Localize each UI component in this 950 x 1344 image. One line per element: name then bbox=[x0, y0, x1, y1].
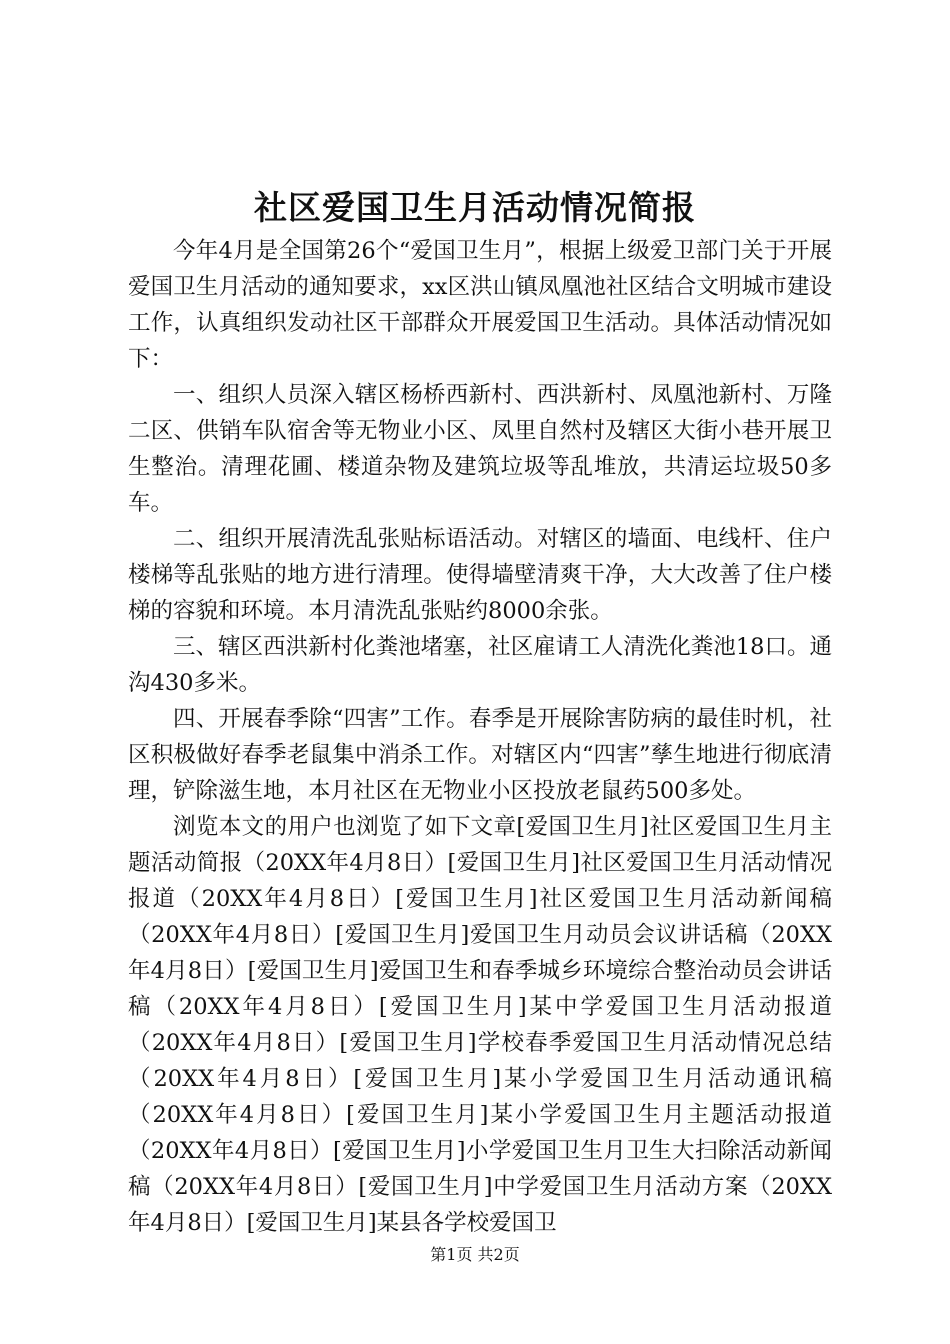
page-footer: 第1页 共2页 bbox=[430, 1245, 520, 1264]
related-articles-paragraph: 浏览本文的用户也浏览了如下文章[爱国卫生月]社区爱国卫生月主题活动简报（20XX年4月8日）[爱国卫生月]社区爱国卫生月活动情况报道（20XX年4月8日）[爱国卫生月]社区爱国卫生月活动新闻稿（20XX年4月8日）[爱国卫生月]爱国卫生月动员会议讲话稿（20XX年4月8日）[爱国卫生月]爱国卫生和春季城乡环境综合整治动员会讲话稿（20XX年4月8日）[爱国卫生月]某中学爱国卫生月活动报道（20XX年4月8日）[爱国卫生月]学校春季爱国卫生月活动情况总结（20XX年4月8日）[爱国卫生月]某小学爱国卫生月活动通讯稿（20XX年4月8日）[爱国卫生月]某小学爱国卫生月主题活动报道（20XX年4月8日）[爱国卫生月]小学爱国卫生月卫生大扫除活动新闻稿（20XX年4月8日）[爱国卫生月]中学爱国卫生月活动方案（20XX年4月8日）[爱国卫生月]某县各学校爱国卫 bbox=[128, 814, 832, 1236]
intro-paragraph: 今年4月是全国第26个“爱国卫生月”，根据上级爱卫部门关于开展爱国卫生月活动的通知要求，xx区洪山镇凤凰池社区结合文明城市建设工作，认真组织发动社区干部群众开展爱国卫生活动。具体活动情况如下： bbox=[128, 238, 832, 372]
item-one-paragraph: 一、组织人员深入辖区杨桥西新村、西洪新村、凤凰池新村、万隆二区、供销车队宿舍等无物业小区、凤里自然村及辖区大街小巷开展卫生整治。清理花圃、楼道杂物及建筑垃圾等乱堆放，共清运垃圾50多车。 bbox=[128, 382, 832, 516]
document-title: 社区爱国卫生月活动情况简报 bbox=[254, 188, 696, 227]
item-two-paragraph: 二、组织开展清洗乱张贴标语活动。对辖区的墙面、电线杆、住户楼梯等乱张贴的地方进行清理。使得墙壁清爽干净，大大改善了住户楼梯的容貌和环境。本月清洗乱张贴约8000余张。 bbox=[128, 526, 832, 624]
item-three-paragraph: 三、辖区西洪新村化粪池堵塞，社区雇请工人清洗化粪池18口。通沟430多米。 bbox=[128, 634, 832, 696]
document-body bbox=[128, 233, 832, 1241]
item-four-paragraph: 四、开展春季除“四害”工作。春季是开展除害防病的最佳时机，社区积极做好春季老鼠集中消杀工作。对辖区内“四害”孳生地进行彻底清理，铲除滋生地，本月社区在无物业小区投放老鼠药500多处。 bbox=[128, 706, 832, 804]
